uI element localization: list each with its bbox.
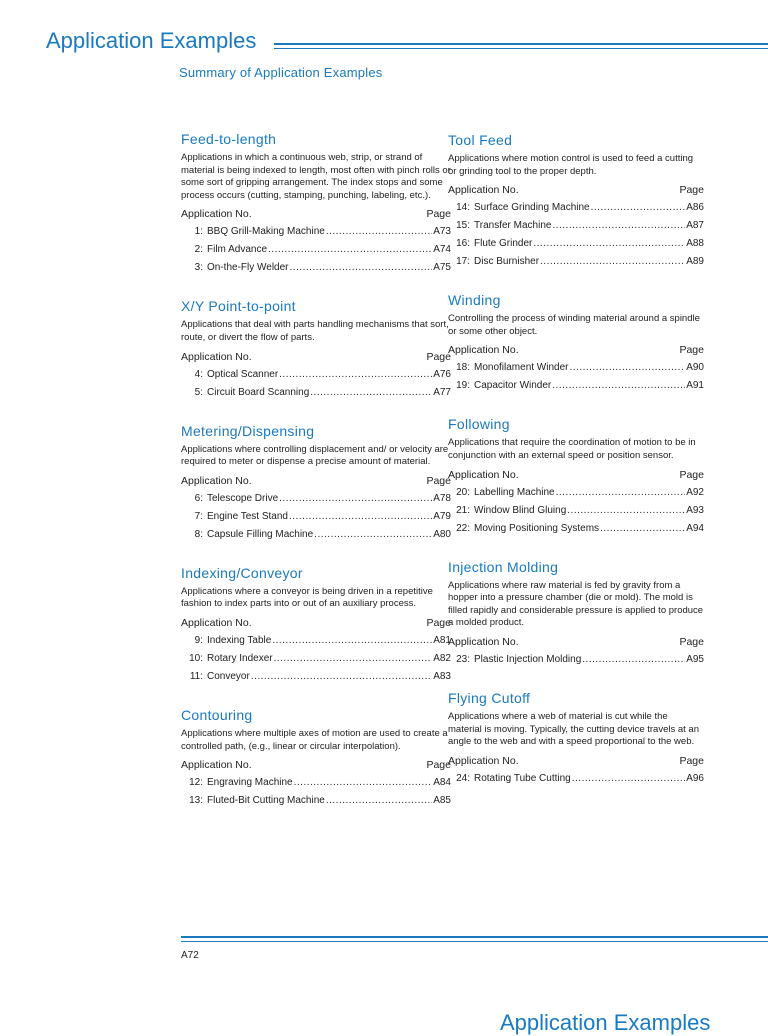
application-name: Surface Grinding Machine (474, 202, 590, 214)
list-header (448, 184, 704, 197)
list-item (181, 526, 451, 544)
page-number: A72 (181, 950, 199, 961)
dot-leader (326, 223, 432, 241)
dot-leader (274, 650, 433, 668)
page-header: Page (426, 350, 451, 363)
application-number: 17: (456, 256, 470, 268)
dot-leader (310, 384, 432, 402)
dot-leader (326, 792, 432, 810)
page-header: Page (426, 208, 451, 221)
page-reference: A77 (433, 386, 451, 398)
application-number: 2: (194, 244, 203, 256)
list-item (181, 366, 451, 384)
section-title: Tool Feed (448, 132, 513, 148)
page-reference: A94 (686, 522, 704, 534)
section-title: X/Y Point-to-point (181, 298, 296, 315)
page-header: Page (679, 344, 704, 357)
section-description: Controlling the process of winding material around a spindle or some other object. (448, 313, 700, 337)
page-header: Page (679, 184, 704, 197)
application-no-header: Application No. (448, 754, 519, 767)
application-name: Labelling Machine (474, 486, 555, 498)
page-title: Application Examples (46, 28, 257, 53)
list-item (181, 223, 451, 241)
section-title: Indexing/Conveyor (181, 564, 303, 581)
list-header (448, 755, 704, 768)
application-number: 24: (456, 772, 470, 784)
list-item (181, 508, 451, 526)
list-item (181, 259, 451, 277)
dot-leader (279, 366, 432, 384)
page-reference: A85 (433, 795, 451, 807)
application-number: 8: (194, 528, 203, 540)
application-section (448, 690, 704, 788)
page-reference: A86 (686, 202, 704, 214)
list-header (448, 636, 704, 649)
application-section (181, 423, 451, 544)
list-item (448, 199, 704, 217)
application-number: 1: (194, 226, 203, 238)
list-item (448, 377, 704, 395)
page-reference: A82 (433, 652, 451, 664)
section-title: Following (448, 416, 510, 433)
dot-leader (279, 490, 432, 508)
section-title: Injection Molding (448, 558, 559, 575)
page-reference: A92 (686, 486, 704, 498)
next-page-title: Application Examples (500, 1010, 711, 1035)
page-reference: A93 (686, 504, 704, 516)
dot-leader (290, 259, 433, 277)
list-item (448, 253, 704, 271)
page-reference: A89 (686, 256, 704, 268)
dot-leader (533, 235, 685, 253)
page-reference: A76 (433, 368, 451, 380)
application-section (448, 416, 704, 537)
application-name: Engine Test Stand (207, 510, 288, 522)
list-item (181, 650, 451, 668)
page-reference: A73 (433, 226, 451, 238)
application-name: Flute Grinder (474, 238, 533, 250)
dot-leader (552, 377, 685, 395)
application-section (181, 131, 451, 277)
application-no-header: Application No. (181, 616, 252, 629)
list-item (448, 484, 704, 502)
application-number: 11: (189, 670, 203, 682)
section-description: Applications where a web of material is cut while the material is moving. Typically, the cutting device travels at an angle to the web and with a speed proportional to the web. (448, 710, 699, 748)
page-reference: A84 (433, 777, 451, 789)
application-no-header: Application No. (181, 208, 252, 221)
section-description: Applications where raw material is fed by gravity from a hopper into a pressure chamber (die or mold). The mold is filled rapidly and considerable pressure is applied to produce a molded product. (448, 579, 704, 629)
list-item (181, 490, 451, 508)
list-item (181, 668, 451, 686)
page-reference: A96 (686, 772, 704, 784)
application-number: 13: (189, 795, 203, 807)
section-title: Flying Cutoff (448, 689, 531, 706)
list-item (448, 235, 704, 253)
application-number: 5: (194, 386, 203, 398)
dot-leader (572, 770, 685, 788)
dot-leader (567, 502, 685, 520)
list-item (181, 632, 451, 650)
section-description: Applications that require the coordination of motion to be in conjunction with an external speed or position sensor. (448, 437, 696, 461)
page-reference: A83 (433, 670, 451, 682)
list-item (448, 520, 704, 538)
application-number: 20: (456, 486, 470, 498)
application-name: On-the-Fly Welder (207, 262, 289, 274)
page-reference: A95 (686, 653, 704, 665)
section-description: Applications where motion control is used to feed a cutting or grinding tool to the proper depth. (448, 153, 694, 177)
application-name: Rotary Indexer (207, 652, 273, 664)
list-item (448, 651, 704, 669)
application-name: Engraving Machine (207, 777, 293, 789)
dot-leader (268, 241, 432, 259)
list-header (181, 617, 451, 630)
section-description: Applications where controlling displacement and/ or velocity are required to meter or dispense a precise amount of material. (181, 443, 449, 468)
page-reference: A74 (433, 244, 451, 256)
application-name: Transfer Machine (474, 220, 552, 232)
application-number: 7: (194, 510, 203, 522)
dot-leader (582, 651, 685, 669)
section-title: Metering/Dispensing (181, 422, 315, 439)
application-no-header: Application No. (181, 759, 252, 772)
dot-leader (552, 217, 685, 235)
application-section (448, 132, 704, 271)
application-number: 19: (456, 380, 470, 392)
application-name: Conveyor (207, 670, 250, 682)
section-title: Feed-to-length (181, 131, 277, 147)
page-reference: A75 (433, 262, 451, 274)
page-header: Page (679, 468, 704, 481)
page-subtitle: Summary of Application Examples (179, 65, 383, 80)
application-name: BBQ Grill-Making Machine (207, 226, 325, 238)
page-reference: A81 (433, 634, 451, 646)
section-description: Applications where multiple axes of motion are used to create a controlled path, (e.g., linear or circular interpolation). (181, 727, 448, 752)
application-name: Indexing Table (207, 634, 272, 646)
application-section (181, 298, 451, 401)
application-name: Circuit Board Scanning (207, 386, 310, 398)
page-header: Page (426, 616, 451, 629)
left-column (181, 131, 451, 831)
page-reference: A87 (686, 220, 704, 232)
page-header: Page (679, 754, 704, 767)
list-header (181, 475, 451, 488)
application-name: Monofilament Winder (474, 362, 569, 374)
footer-rule (181, 936, 768, 938)
application-name: Telescope Drive (207, 492, 279, 504)
list-item (448, 217, 704, 235)
application-number: 4: (194, 368, 203, 380)
application-number: 15: (456, 220, 470, 232)
application-name: Plastic Injection Molding (474, 653, 582, 665)
header-rule (274, 43, 768, 45)
list-header (448, 344, 704, 357)
list-item (181, 774, 451, 792)
application-no-header: Application No. (181, 474, 252, 487)
list-item (448, 770, 704, 788)
page-reference: A90 (686, 362, 704, 374)
application-section (181, 565, 451, 686)
page-reference: A79 (433, 510, 451, 522)
application-number: 6: (194, 492, 203, 504)
dot-leader (272, 632, 432, 650)
application-section (181, 707, 451, 810)
list-header (181, 351, 451, 364)
application-number: 16: (456, 238, 470, 250)
application-section (448, 292, 704, 395)
application-number: 22: (456, 522, 470, 534)
page-reference: A88 (686, 238, 704, 250)
application-name: Capsule Filling Machine (207, 528, 314, 540)
application-no-header: Application No. (448, 344, 519, 357)
section-description: Applications in which a continuous web, strip, or strand of material is being indexed to length, most often with pinch rolls or some sort of gripping arrangement. The index stops and some process occurs (cutting, stamping, punching, labeling, etc.). (181, 152, 451, 201)
application-no-header: Application No. (448, 468, 519, 481)
section-description: Applications that deal with parts handling mechanisms that sort, route, or divert the flow of parts. (181, 319, 449, 343)
application-name: Capacitor Winder (474, 380, 552, 392)
dot-leader (591, 199, 686, 217)
application-name: Rotating Tube Cutting (474, 772, 571, 784)
application-number: 14: (456, 202, 470, 214)
application-number: 12: (189, 777, 203, 789)
dot-leader (540, 253, 685, 271)
dot-leader (251, 668, 432, 686)
list-item (448, 359, 704, 377)
application-no-header: Application No. (181, 350, 252, 363)
application-number: 3: (194, 262, 203, 274)
application-number: 21: (456, 504, 470, 516)
application-name: Moving Positioning Systems (474, 522, 600, 534)
list-header (448, 469, 704, 482)
page-header: Page (679, 635, 704, 648)
application-number: 23: (456, 653, 470, 665)
application-no-header: Application No. (448, 184, 519, 197)
dot-leader (289, 508, 432, 526)
dot-leader (600, 520, 685, 538)
dot-leader (314, 526, 432, 544)
page-header: Page (426, 759, 451, 772)
dot-leader (569, 359, 685, 377)
application-name: Optical Scanner (207, 368, 279, 380)
list-item (181, 792, 451, 810)
page-reference: A80 (433, 528, 451, 540)
application-name: Film Advance (207, 244, 268, 256)
header-rule-thin (274, 48, 768, 49)
dot-leader (556, 484, 686, 502)
application-number: 18: (456, 362, 470, 374)
application-name: Fluted-Bit Cutting Machine (207, 795, 325, 807)
page-reference: A91 (686, 380, 704, 392)
section-title: Winding (448, 292, 501, 309)
list-item (181, 241, 451, 259)
list-header (181, 208, 451, 221)
dot-leader (294, 774, 433, 792)
application-number: 10: (189, 652, 203, 664)
application-no-header: Application No. (448, 635, 519, 648)
page-reference: A78 (433, 492, 451, 504)
page-header: Page (426, 474, 451, 487)
application-section (448, 559, 704, 669)
list-header (181, 759, 451, 772)
application-number: 9: (194, 634, 203, 646)
application-name: Disc Burnisher (474, 256, 540, 268)
list-item (181, 384, 451, 402)
footer-rule-thin (181, 941, 768, 942)
list-item (448, 502, 704, 520)
section-description: Applications where a conveyor is being driven in a repetitive fashion to index parts into or out of an auxiliary process. (181, 585, 433, 610)
section-title: Contouring (181, 706, 253, 723)
application-name: Window Blind Gluing (474, 504, 567, 516)
right-column (448, 132, 704, 809)
